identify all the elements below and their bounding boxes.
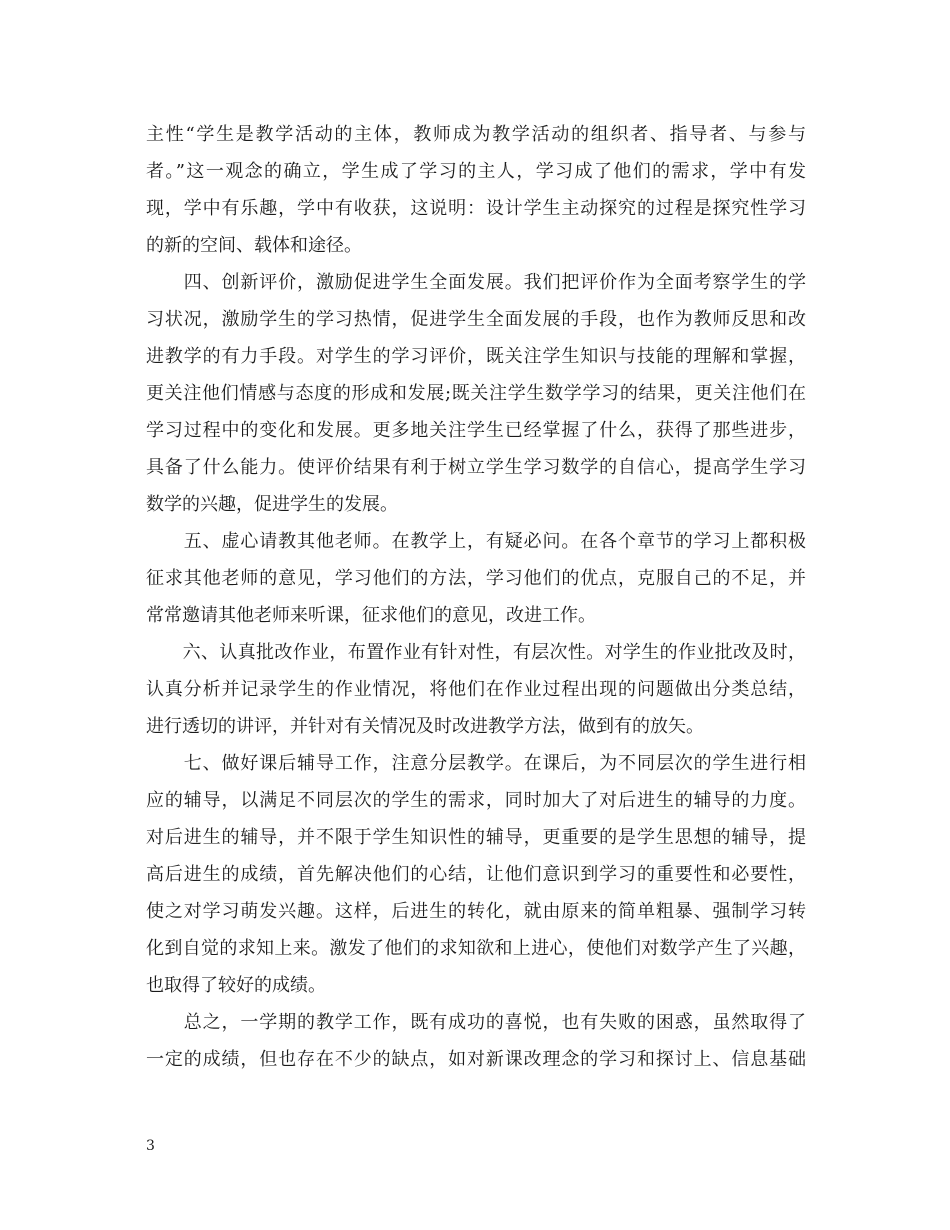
text-line: 主性“学生是教学活动的主体，教师成为教学活动的组织者、指导者、与参与 [146,124,806,145]
text-line: 应的辅导，以满足不同层次的学生的需求，同时加大了对后进生的辅导的力度。 [146,790,806,811]
paragraph [146,264,806,523]
text-line: 七、做好课后辅导工作，注意分层教学。在课后，为不同层次的学生进行相 [146,753,806,774]
text-line: 一定的成绩，但也存在不少的缺点，如对新课改理念的学习和探讨上、信息基础 [146,1049,806,1070]
paragraph [146,1004,806,1078]
text-line: 征求其他老师的意见，学习他们的方法，学习他们的优点，克服自己的不足，并 [146,568,806,589]
text-line: 常常邀请其他老师来听课，征求他们的意见，改进工作。 [146,605,596,626]
text-line: 数学的兴趣，促进学生的发展。 [146,494,398,515]
text-line: 高后进生的成绩，首先解决他们的心结，让他们意识到学习的重要性和必要性， [146,864,806,885]
text-line: 六、认真批改作业，布置作业有针对性，有层次性。对学生的作业批改及时， [146,642,806,663]
text-line: 认真分析并记录学生的作业情况，将他们在作业过程出现的问题做出分类总结， [146,679,806,700]
text-line: 使之对学习萌发兴趣。这样，后进生的转化，就由原来的简单粗暴、强制学习转 [146,901,806,922]
text-line: 进行透切的讲评，并针对有关情况及时改进教学方法，做到有的放矢。 [146,716,704,737]
paragraph [146,523,806,634]
text-line: 总之，一学期的教学工作，既有成功的喜悦，也有失败的困惑，虽然取得了 [146,1012,806,1033]
text-line: 对后进生的辅导，并不限于学生知识性的辅导，更重要的是学生思想的辅导，提 [146,827,806,848]
text-line: 化到自觉的求知上来。激发了他们的求知欲和上进心，使他们对数学产生了兴趣， [146,938,806,959]
text-line: 四、创新评价，激励促进学生全面发展。我们把评价作为全面考察学生的学 [146,272,806,293]
text-line: 进教学的有力手段。对学生的学习评价，既关注学生知识与技能的理解和掌握， [146,346,806,367]
text-line: 的新的空间、载体和途径。 [146,235,362,256]
text-line: 学习过程中的变化和发展。更多地关注学生已经掌握了什么，获得了那些进步， [146,420,806,441]
text-line: 更关注他们情感与态度的形成和发展;既关注学生数学学习的结果，更关注他们在 [146,383,806,404]
text-line: 者。”这一观念的确立，学生成了学习的主人，学习成了他们的需求，学中有发 [146,161,806,182]
paragraph [146,116,806,264]
paragraph [146,634,806,745]
text-line: 五、虚心请教其他老师。在教学上，有疑必问。在各个章节的学习上都积极 [146,531,806,552]
text-line: 现，学中有乐趣，学中有收获，这说明：设计学生主动探究的过程是探究性学习 [146,198,806,219]
text-line: 习状况，激励学生的学习热情，促进学生全面发展的手段，也作为教师反思和改 [146,309,806,330]
document-body [146,116,806,1078]
text-line: 也取得了较好的成绩。 [146,975,326,996]
paragraph [146,745,806,1004]
page-number: 3 [146,1138,155,1154]
text-line: 具备了什么能力。使评价结果有利于树立学生学习数学的自信心，提高学生学习 [146,457,806,478]
